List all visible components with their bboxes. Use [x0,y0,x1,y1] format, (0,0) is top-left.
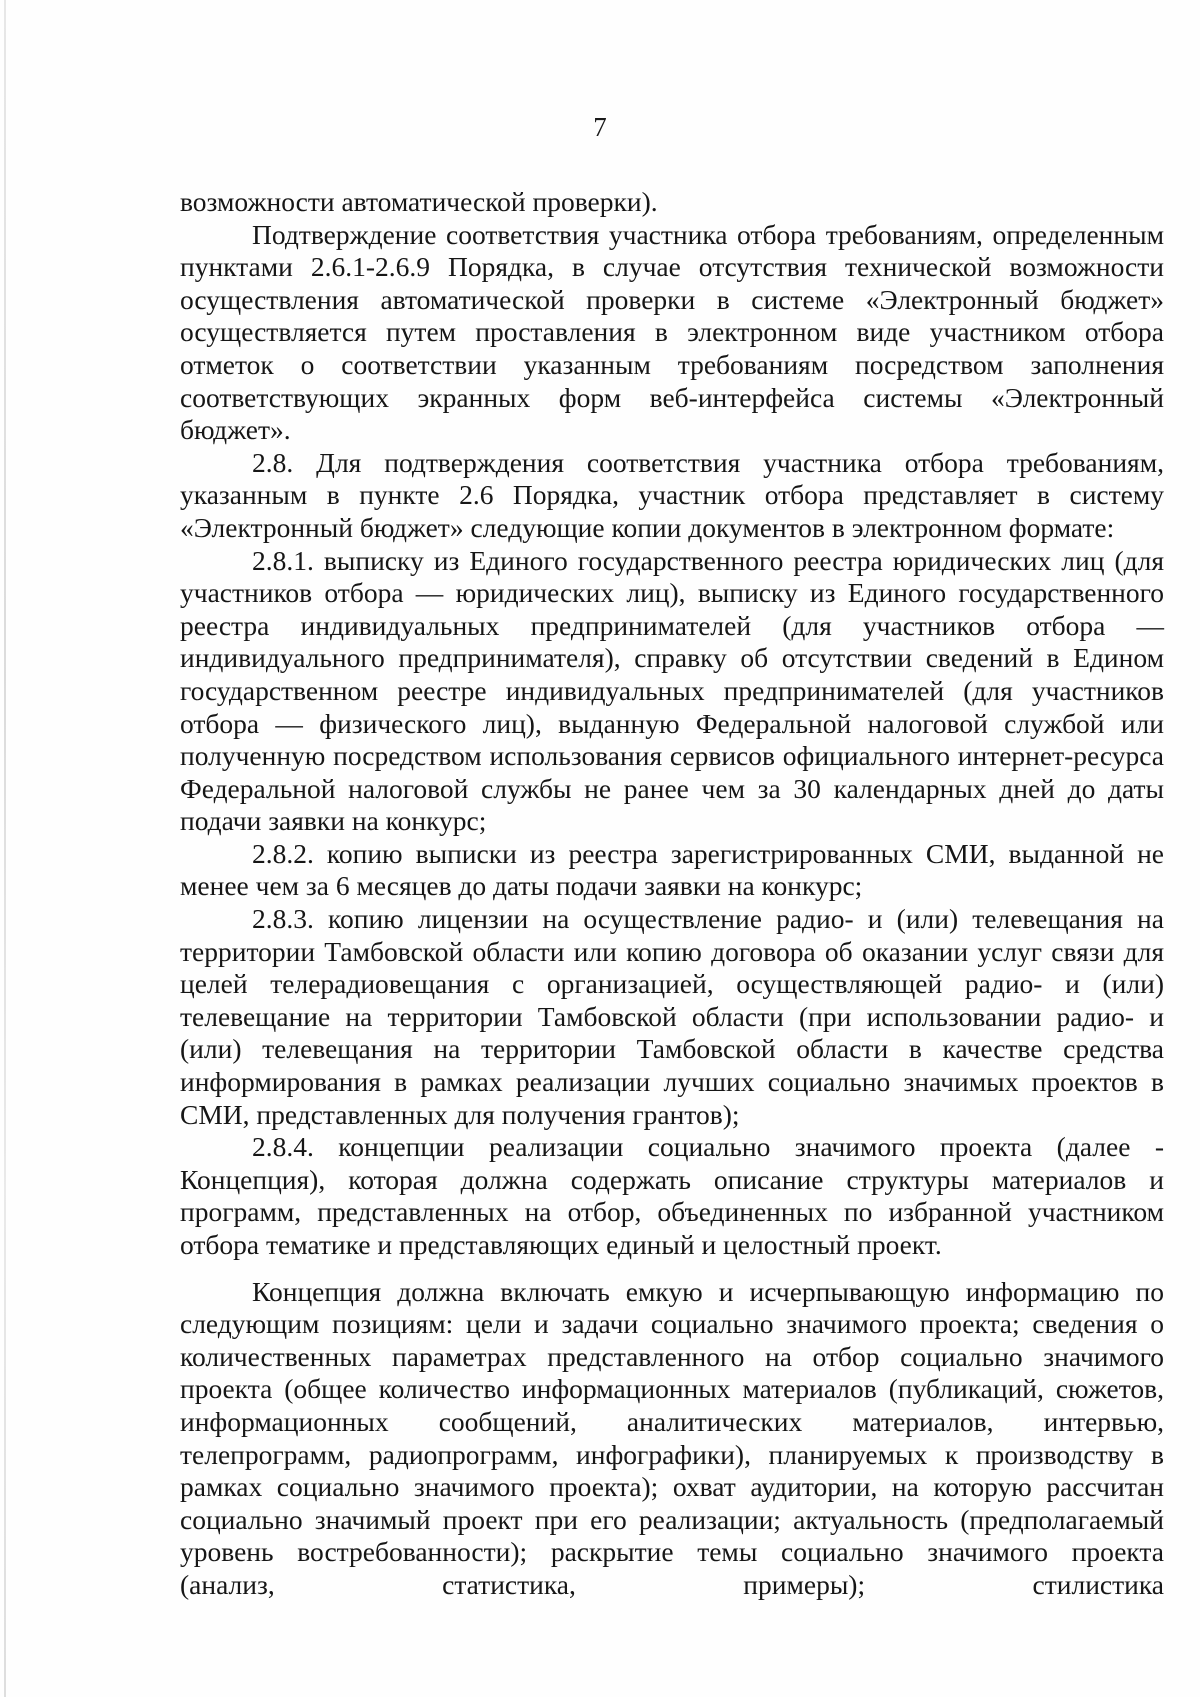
paragraph-2-8-1: 2.8.1. выписку из Единого государственного реестра юридических лиц (для участников отбора — юридических лиц), выписку из Единого государственного реестра индивидуальных предпринимателей (для участников отбора — индивидуального предпринимателя), справку об отсутствии сведений в Едином государственном реестре индивидуальных предпринимателей (для участников отбора — физического лиц), выданную Федеральной налоговой службой или полученную посредством использования сервисов официального интернет-ресурса Федеральной налоговой службы не ранее чем за 30 календарных дней до даты подачи заявки на конкурс; [180,544,1164,837]
scan-edge [4,0,6,1697]
paragraph-2-8-3: 2.8.3. копию лицензии на осуществление радио- и (или) телевещания на территории Тамбовской области или копию договора об оказании услуг связи для целей телерадиовещания с организацией, осуществляющей радио- и (или) телевещание на территории Тамбовской области (при использовании радио- и (или) телевещания на территории Тамбовской области в качестве средства информирования в рамках реализации лучших социально значимых проектов в СМИ, представленных для получения грантов); [180,903,1164,1130]
paragraph-confirmation: Подтверждение соответствия участника отбора требованиям, определенным пунктами 2.6.1-2.6.9 Порядка, в случае отсутствия технической возможности осуществления автоматической проверки в системе «Электронный бюджет» осуществляется путем проставления в электронном виде участником отбора отметок о соответствии указанным требованиям посредством заполнения соответствующих экранных форм веб-интерфейса системы «Электронный бюджет». [180,218,1164,446]
paragraph-continuation: возможности автоматической проверки). [180,186,658,217]
paragraph-2-8: 2.8. Для подтверждения соответствия участника отбора требованиям, указанным в пункте 2.6 Порядка, участник отбора представляет в систему «Электронный бюджет» следующие копии документов в электронном формате: [180,446,1164,543]
paragraph-concept: Концепция должна включать емкую и исчерпывающую информацию по следующим позициям: цели и задачи социально значимого проекта; сведения о количественных параметрах представленного на отбор социально значимого проекта (общее количество информационных материалов (публикаций, сюжетов, информационных сообщений, аналитических материалов, интервью, телепрограмм, радиопрограмм, инфографики), планируемых к производству в рамках социально значимого проекта); охват аудитории, на которую рассчитан социально значимый проект при его реализации; актуальность (предполагаемый уровень востребованности); раскрытие темы социально значимого проекта (анализ, статистика, примеры); стилистика [180,1275,1164,1600]
document-body [180,186,1164,1602]
page-number: 7 [593,112,607,142]
paragraph-2-8-2: 2.8.2. копию выписки из реестра зарегистрированных СМИ, выданной не менее чем за 6 месяцев до даты подачи заявки на конкурс; [180,837,1164,902]
paragraph-2-8-4: 2.8.4. концепции реализации социально значимого проекта (далее - Концепция), которая должна содержать описание структуры материалов и программ, представленных на отбор, объединенных по избранной участником отбора тематике и представляющих единый и целостный проект. [180,1131,1164,1260]
